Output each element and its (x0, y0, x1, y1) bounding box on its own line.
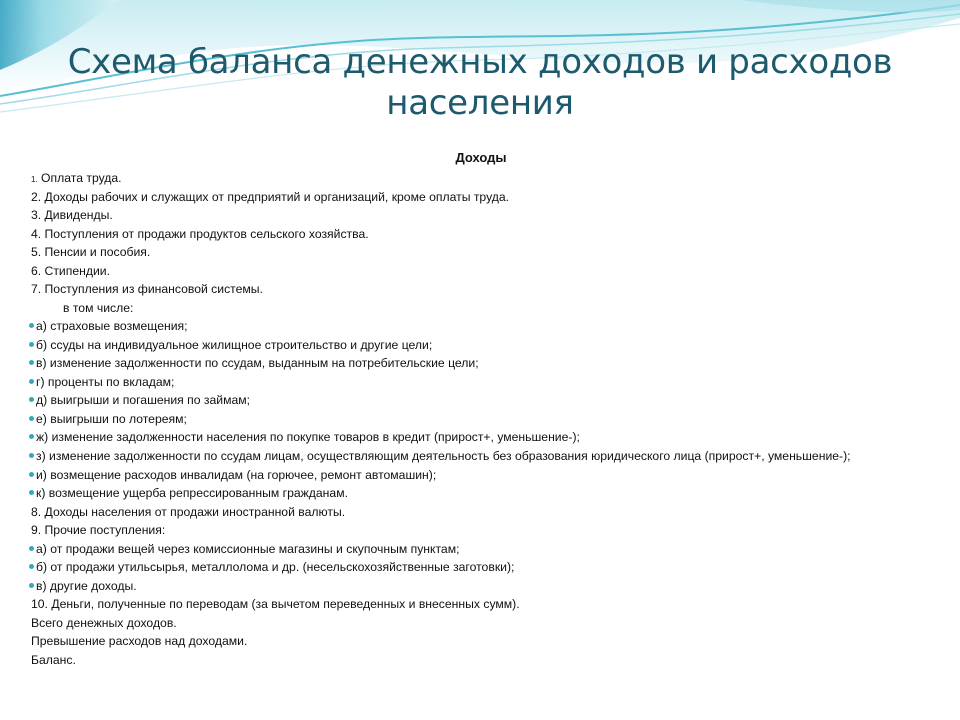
bullet-text: з) изменение задолженности по ссудам лицам, осуществляющим деятельность без образования юридического лица (прирост+, уменьшение-); (36, 448, 851, 463)
bullet-item (31, 317, 931, 336)
slide-title (40, 42, 920, 124)
bullet-icon (29, 490, 34, 495)
bullet-text: а) страховые возмещения; (36, 319, 188, 333)
bullet-icon (29, 546, 34, 551)
bullet-item (31, 354, 931, 373)
list-item: 3. Дивиденды. (31, 208, 113, 222)
bullet-item (31, 391, 931, 410)
bullet-text: б) ссуды на индивидуальное жилищное строительство и другие цели; (36, 337, 433, 352)
title-line-2: населения (386, 83, 574, 123)
item-text: Оплата труда. (37, 171, 122, 185)
bullet-item (31, 428, 931, 447)
bullet-icon (29, 434, 34, 439)
bullet-icon (29, 360, 34, 365)
list-item: 2. Доходы рабочих и служащих от предприятий и организаций, кроме оплаты труда. (31, 189, 510, 204)
bullet-text: в) изменение задолженности по ссудам, выданным на потребительские цели; (36, 356, 479, 370)
section-heading: Доходы (455, 150, 507, 165)
bullet-item (31, 447, 931, 466)
bullet-item (31, 336, 931, 355)
list-item: 4. Поступления от продажи продуктов сельского хозяйства. (31, 226, 369, 241)
bullet-text: б) от продажи утильсырья, металлолома и др. (несельскохозяйственные заготовки); (36, 560, 515, 574)
bullet-icon (29, 397, 34, 402)
bullet-icon (29, 472, 34, 477)
bullet-item (31, 466, 931, 485)
bullet-item (31, 373, 931, 392)
bullet-text: д) выигрыши и погашения по займам; (36, 393, 251, 407)
bullet-item (31, 558, 931, 577)
bullet-icon (29, 564, 34, 569)
total-line: Всего денежных доходов. (31, 615, 177, 630)
bullet-text: ж) изменение задолженности населения по покупке товаров в кредит (прирост+, уменьшение-); (36, 430, 580, 444)
list-item: 10. Деньги, полученные по переводам (за вычетом переведенных и внесенных сумм). (31, 597, 520, 611)
bullet-icon (29, 342, 34, 347)
balance-line: Баланс. (31, 652, 76, 667)
bullet-item (31, 540, 931, 559)
list-item (31, 169, 931, 188)
list-item: 8. Доходы населения от продажи иностранной валюты. (31, 504, 346, 519)
bullet-icon (29, 453, 34, 458)
bullet-icon (29, 583, 34, 588)
list-subheading: в том числе: (63, 300, 134, 315)
bullet-icon (29, 323, 34, 328)
bullet-icon (29, 416, 34, 421)
bullet-item (31, 484, 931, 503)
bullet-text: а) от продажи вещей через комиссионные магазины и скупочным пунктам; (36, 541, 460, 556)
bullet-text: в) другие доходы. (36, 578, 137, 593)
bullet-text: г) проценты по вкладам; (36, 374, 175, 389)
title-line-1: Схема баланса денежных доходов и расходов (67, 42, 893, 82)
excess-line: Превышение расходов над доходами. (31, 634, 248, 648)
list-item: 7. Поступления из финансовой системы. (31, 282, 263, 296)
list-item: 9. Прочие поступления: (31, 523, 166, 537)
bullet-text: и) возмещение расходов инвалидам (на горючее, ремонт автомашин); (36, 467, 437, 482)
list-item: 5. Пенсии и пособия. (31, 245, 151, 259)
list-item: 6. Стипендии. (31, 263, 110, 278)
bullet-item (31, 577, 931, 596)
bullet-item (31, 410, 931, 429)
income-list (31, 148, 931, 669)
bullet-text: е) выигрыши по лотереям; (36, 411, 187, 426)
bullet-text: к) возмещение ущерба репрессированным гражданам. (36, 486, 348, 500)
item-number: 1. (31, 175, 38, 184)
bullet-icon (29, 379, 34, 384)
